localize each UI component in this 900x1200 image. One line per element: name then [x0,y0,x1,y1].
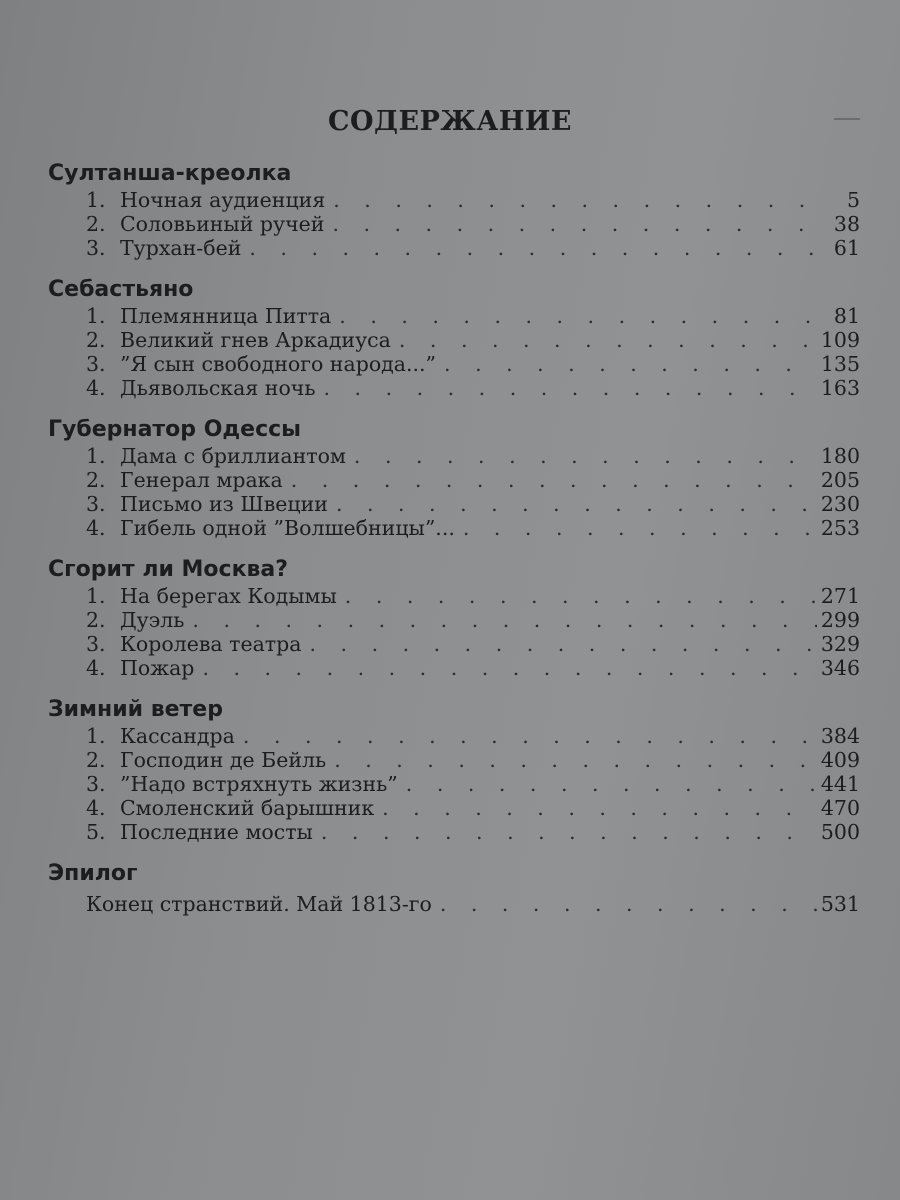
chapter-title: Дьявольская ночь [120,376,316,400]
toc-part [48,860,860,916]
page-number: 299 [820,608,860,632]
page-number: 109 [820,328,860,352]
chapter-number: 3. [86,352,106,376]
chapter-number: 2. [86,468,106,492]
toc-entry [48,772,860,796]
page-number: 271 [820,584,860,608]
page-number: 384 [820,724,860,748]
toc-entry [48,444,860,468]
dot-leader [184,608,816,632]
chapter-title: Дуэль [120,608,185,632]
chapter-title: Великий гнев Аркадиуса [120,328,391,352]
chapter-title: Письмо из Швеции [120,492,328,516]
chapter-title: ”Надо встряхнуть жизнь” [120,772,398,796]
dot-leader [316,376,817,400]
chapter-title: Королева театра [120,632,302,656]
dot-leader [313,820,817,844]
toc-part [48,416,860,540]
chapter-number: 1. [86,724,106,748]
page-number: 205 [820,468,860,492]
page-number: 38 [833,212,860,236]
chapter-number: 1. [86,304,106,328]
chapter-number: 4. [86,656,106,680]
part-title: Себастьяно [48,277,194,302]
chapter-title: Господин де Бейль [120,748,327,772]
part-title: Сгорит ли Москва? [48,557,289,582]
chapter-title: Смоленский барышник [120,796,375,820]
part-title: Зимний ветер [48,697,223,722]
dot-leader [235,724,817,748]
dot-leader [436,352,817,376]
dot-leader [398,772,817,796]
chapter-title: Пожар [120,656,195,680]
toc-entry [48,632,860,656]
chapter-number: 3. [86,772,106,796]
toc-entry [48,352,860,376]
page-number: 409 [820,748,860,772]
toc-entry [48,796,860,820]
chapter-number: 3. [86,236,106,260]
dot-leader [346,444,817,468]
page-number: 500 [820,820,860,844]
chapter-number: 5. [86,820,106,844]
chapter-number: 2. [86,748,106,772]
toc-entry [48,304,860,328]
toc-part [48,160,860,260]
page-number: 329 [820,632,860,656]
chapter-title: На берегах Кодымы [120,584,337,608]
dot-leader [283,468,817,492]
toc-entry [48,492,860,516]
chapter-title: Конец странствий. Май 1813-го [86,892,432,916]
chapter-title: Последние мосты [120,820,313,844]
chapter-number: 3. [86,492,106,516]
dot-leader [331,304,826,328]
page-number: 180 [820,444,860,468]
dot-leader [324,212,826,236]
chapter-number: 2. [86,608,106,632]
toc-heading: СОДЕРЖАНИЕ [328,106,572,137]
dot-leader [326,748,817,772]
toc-entry [48,656,860,680]
toc-entry [48,468,860,492]
chapter-title: Дама с бриллиантом [120,444,346,468]
chapter-title: Кассандра [120,724,235,748]
toc-entry [48,608,860,632]
page-number: 163 [820,376,860,400]
toc-part [48,276,860,400]
toc-entry [48,212,860,236]
dot-leader [391,328,817,352]
chapter-title: Племянница Питта [120,304,332,328]
page-number: 441 [820,772,860,796]
dot-leader [302,632,817,656]
dot-leader [374,796,817,820]
chapter-title: Ночная аудиенция [120,188,326,212]
dot-leader [432,892,817,916]
toc-entry [48,820,860,844]
toc-entry [48,188,860,212]
table-of-contents [48,160,860,932]
page-number: 470 [820,796,860,820]
chapter-title: Гибель одной ”Волшебницы”... [120,516,455,540]
chapter-title: Турхан-бей [120,236,242,260]
dot-leader [325,188,826,212]
page-number: 346 [820,656,860,680]
page-number: 135 [820,352,860,376]
chapter-number: 1. [86,584,106,608]
page-number: 253 [820,516,860,540]
page-number: 230 [820,492,860,516]
toc-entry [48,584,860,608]
toc-entry [48,328,860,352]
dot-leader [455,516,817,540]
chapter-number: 4. [86,796,106,820]
toc-entry [48,892,860,916]
toc-part [48,556,860,680]
toc-entry [48,748,860,772]
chapter-number: 4. [86,376,106,400]
chapter-number: 4. [86,516,106,540]
toc-entry [48,236,860,260]
chapter-number: 3. [86,632,106,656]
chapter-number: 1. [86,188,106,212]
chapter-title: Соловьиный ручей [120,212,325,236]
toc-entry [48,516,860,540]
toc-entry [48,724,860,748]
page-number: 5 [846,188,860,212]
page-number: 81 [833,304,860,328]
dot-leader [328,492,817,516]
part-title: Султанша-креолка [48,161,292,186]
toc-part [48,696,860,844]
part-title: Губернатор Одессы [48,417,302,442]
dot-leader [241,236,826,260]
chapter-number: 1. [86,444,106,468]
dot-leader [337,584,817,608]
dot-leader [194,656,816,680]
page-number: 61 [833,236,860,260]
part-title: Эпилог [48,861,138,886]
chapter-title: ”Я сын свободного народа...” [120,352,437,376]
chapter-number: 2. [86,212,106,236]
chapter-number: 2. [86,328,106,352]
toc-entry [48,376,860,400]
page-number: 531 [820,892,860,916]
chapter-title: Генерал мрака [120,468,283,492]
